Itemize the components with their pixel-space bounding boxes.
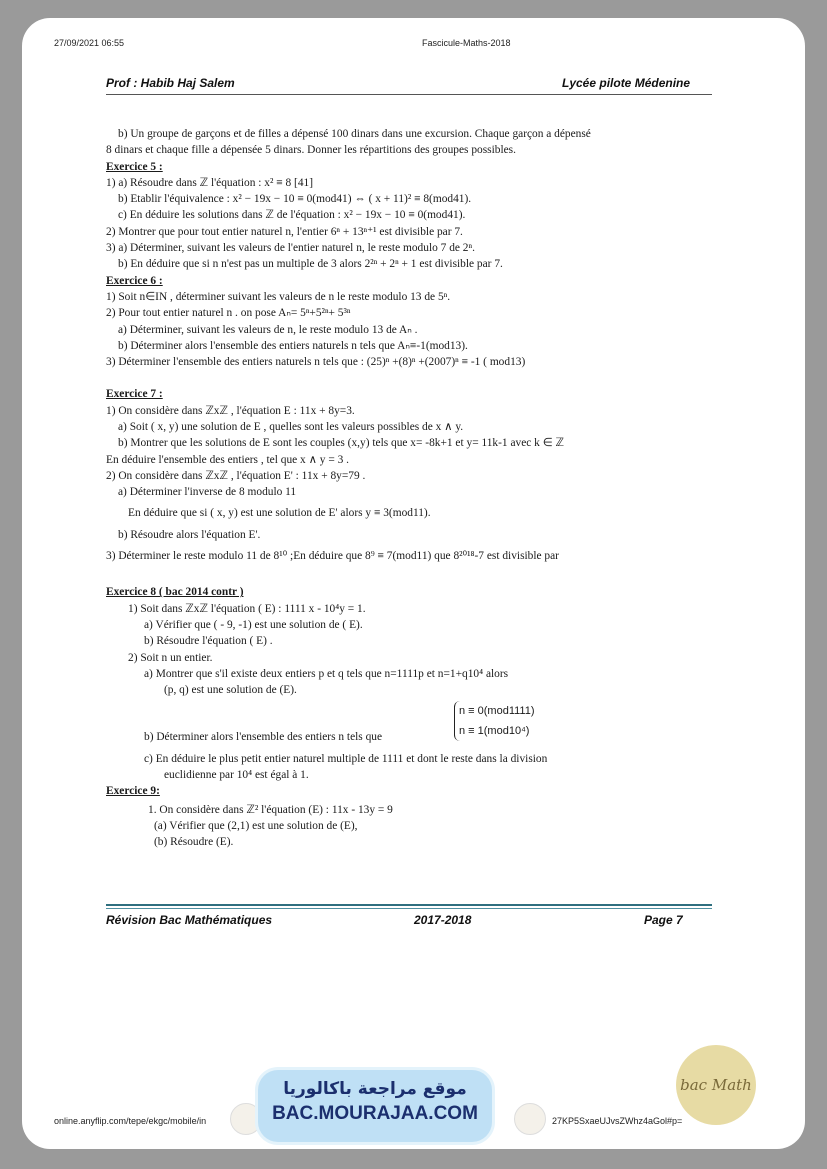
bac-math-logo: bac Math	[676, 1045, 756, 1125]
exercise-content	[106, 126, 706, 851]
text-line: (b) Résoudre (E).	[154, 836, 234, 849]
text-line: 3) Déterminer le reste modulo 11 de 8¹⁰ ;En déduire que 8⁹ ≡ 7(mod11) que 8²⁰¹⁸-7 est divisible par	[106, 550, 559, 563]
text-line: b) Déterminer alors l'ensemble des entiers n tels que	[144, 730, 383, 743]
text-line: a) Soit ( x, y) une solution de E , quelles sont les valeurs possibles de x ∧ y.	[118, 421, 464, 434]
exercise-7-title: Exercice 7 :	[106, 388, 163, 401]
banner-url-text: BAC.MOURAJAA.COM	[272, 1103, 478, 1124]
text-line: b) Un groupe de garçons et de filles a dépensé 100 dinars dans une excursion. Chaque garçon a dépensé	[118, 128, 591, 140]
header-rule	[106, 94, 712, 95]
text-line: 2) On considère dans ℤxℤ , l'équation E' : 11x + 8y=79 .	[106, 469, 366, 482]
text-line: (p, q) est une solution de (E).	[164, 684, 297, 697]
text-line: 2) Pour tout entier naturel n . on pose Aₙ= 5ⁿ+5²ⁿ+ 5³ⁿ	[106, 307, 351, 320]
footer-rule	[106, 904, 712, 906]
exercise-9-title: Exercice 9:	[106, 785, 160, 798]
text-line: b) Etablir l'équivalence : x² − 19x − 10 ≡ 0(mod41) ⇔ ( x + 11)² ≡ 8(mod41).	[118, 193, 472, 206]
text-line: euclidienne par 10⁴ est égal à 1.	[164, 769, 309, 782]
text-line: 3) a) Déterminer, suivant les valeurs de l'entier naturel n, le reste modulo 7 de 2ⁿ.	[106, 242, 475, 255]
exercise-8-title: Exercice 8 ( bac 2014 contr )	[106, 586, 244, 599]
text-line: (a) Vérifier que (2,1) est une solution de (E),	[154, 819, 358, 832]
text-line: b) Montrer que les solutions de E sont les couples (x,y) tels que x= -8k+1 et y= 11k-1 avec k ∈ ℤ	[118, 437, 564, 450]
document-title: Fascicule-Maths-2018	[422, 38, 511, 48]
text-line: 1) Soit n∈IN , déterminer suivant les valeurs de n le reste modulo 13 de 5ⁿ.	[106, 290, 451, 303]
system-line-1: n ≡ 0(mod1111)	[459, 704, 535, 717]
text-line: a) Vérifier que ( - 9, -1) est une solution de ( E).	[144, 619, 363, 632]
exercise-5-title: Exercice 5 :	[106, 160, 163, 173]
text-line: 3) Déterminer l'ensemble des entiers naturels n tels que : (25)ⁿ +(8)ⁿ +(2007)ⁿ ≡ -1 ( mod13)	[106, 356, 526, 369]
text-line: 1) Soit dans ℤxℤ l'équation ( E) : 1111 x - 10⁴y = 1.	[128, 602, 366, 615]
site-logo-icon	[514, 1103, 546, 1135]
text-line: a) Montrer que s'il existe deux entiers p et q tels que n=1111p et n=1+q10⁴ alors	[144, 667, 509, 680]
footer-page-number: Page 7	[644, 913, 683, 927]
system-line-2: n ≡ 1(mod10⁴)	[459, 724, 530, 737]
text-line: En déduire que si ( x, y) est une solution de E' alors y ≡ 3(mod11).	[128, 506, 431, 519]
text-line: En déduire l'ensemble des entiers , tel que x ∧ y = 3 .	[106, 453, 349, 466]
text-line: b) Résoudre l'équation ( E) .	[144, 635, 273, 648]
footer-year: 2017-2018	[414, 913, 472, 927]
text-line: 1) On considère dans ℤxℤ , l'équation E : 11x + 8y=3.	[106, 404, 355, 417]
text-line: c) En déduire les solutions dans ℤ de l'équation : x² − 19x − 10 ≡ 0(mod41).	[118, 209, 466, 222]
print-timestamp: 27/09/2021 06:55	[54, 38, 125, 48]
page-url-right[interactable]: 27KP5SxaeUJvsZWhz4aGol#p=	[552, 1116, 683, 1126]
text-line: c) En déduire le plus petit entier naturel multiple de 1111 et dont le reste dans la division	[144, 752, 548, 765]
text-line: 2) Soit n un entier.	[128, 651, 213, 664]
footer-subject: Révision Bac Mathématiques	[106, 913, 273, 927]
text-line: b) En déduire que si n n'est pas un multiple de 3 alors 2²ⁿ + 2ⁿ + 1 est divisible par 7.	[118, 258, 503, 271]
text-line: b) Déterminer alors l'ensemble des entiers naturels n tels que Aₙ≡-1(mod13).	[118, 339, 468, 352]
text-line: a) Déterminer, suivant les valeurs de n, le reste modulo 13 de Aₙ .	[118, 323, 418, 336]
header-school: Lycée pilote Médenine	[562, 76, 691, 90]
exercise-6-title: Exercice 6 :	[106, 274, 163, 287]
text-line: 1) a) Résoudre dans ℤ l'équation : x² ≡ 8 [41]	[106, 176, 314, 189]
text-line: 2) Montrer que pour tout entier naturel n, l'entier 6ⁿ + 13ⁿ⁺¹ est divisible par 7.	[106, 225, 463, 238]
text-line: 1. On considère dans ℤ² l'équation (E) : 11x - 13y = 9	[148, 803, 393, 816]
page-url-left[interactable]: online.anyflip.com/tepe/ekgc/mobile/in	[54, 1116, 207, 1126]
text-line: a) Déterminer l'inverse de 8 modulo 11	[118, 486, 297, 499]
banner-arabic-text: موقع مراجعة باكالوريا	[283, 1079, 467, 1099]
header-author: Prof : Habib Haj Salem	[106, 76, 235, 90]
footer-rule-thin	[106, 908, 712, 909]
text-line: b) Résoudre alors l'équation E'.	[118, 528, 261, 541]
site-banner-link[interactable]	[258, 1070, 492, 1142]
text-line: 8 dinars et chaque fille a dépensée 5 dinars. Donner les répartitions des groupes possibles.	[106, 144, 516, 157]
document-page	[22, 18, 805, 1149]
